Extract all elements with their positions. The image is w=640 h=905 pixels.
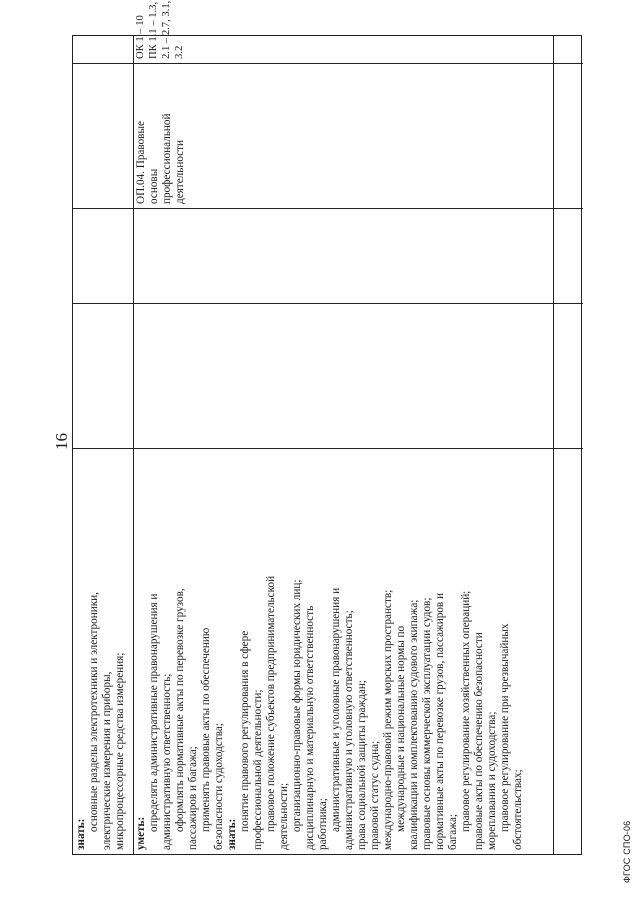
list-item: пассажиров и багажа; [187,746,199,850]
discipline-name: основы [148,168,160,204]
list-item: правовые основы коммерческой эксплуатации судов; [421,597,433,850]
row-divider [553,36,554,854]
list-item: применять правовые акты по обеспечению [200,627,212,832]
list-item: международно-правовой режим морских пространств; [382,589,394,850]
list-item: микропроцессорные средства измерения; [114,652,126,850]
discipline-name: ОП.04. Правовые [135,121,147,204]
list-item: права социальной защиты граждан; [356,680,368,850]
list-item: понятие правового регулирования в сфере [239,630,251,832]
list-item: административную ответственность; [161,673,173,850]
list-item: мореплавания и судоходства; [486,711,498,850]
competence-codes: ПК 1.1 – 1.3, [148,1,159,59]
list-item: правовое регулирование хозяйственных операций; [460,590,472,832]
competence-codes: 2.1 – 2.7, 3.1, [161,0,172,59]
list-item: безопасности судоходства; [213,723,225,850]
list-item: оформлять нормативные акты по перевозке грузов, [174,588,186,832]
able-heading: уметь: [135,816,147,850]
list-item: определять административные правонарушения и [148,593,160,832]
list-item: обстоятельствах; [512,769,524,850]
table-row [73,36,133,854]
list-item: деятельности; [278,782,290,850]
know-heading: знать: [75,818,87,850]
table-row [133,36,553,854]
list-item: профессиональной деятельности; [252,689,264,850]
discipline-name: профессиональной [161,113,173,204]
competence-codes: 3.2 [174,45,185,59]
competence-codes: ОК 1 – 10 [135,15,146,59]
footer-code: ФГОС СПО-06 [622,820,632,883]
list-item: правовой статус судна; [369,740,381,850]
standard-table [72,0,582,855]
list-item: электрические измерения и приборы, [101,671,113,850]
list-item: квалификации и комплектованию судового экипажа; [408,599,420,850]
list-item: организационно-правовые формы юридических лиц; [291,579,303,832]
page-number: 16 [52,433,71,450]
know-heading: знать: [226,818,238,850]
list-item: административные и уголовные правонарушения и [330,587,342,832]
list-item: работника; [317,798,329,850]
list-item: международные и национальные нормы по [395,625,407,832]
list-item: нормативные акты по перевозке грузов, пассажиров и [434,593,446,850]
list-item: правовые акты по обеспечению безопасности [473,632,485,850]
list-item: основные разделы электротехники и электроники, [88,592,100,832]
list-item: правовое регулирование при чрезвычайных [499,623,511,832]
list-item: дисциплинарную и материальную ответственность [304,605,316,850]
list-item: административную и уголовную ответственность; [343,610,355,850]
discipline-name: деятельности [174,139,186,204]
list-item: багажа; [447,813,459,850]
list-item: правовое положение субъектов предпринимательской [265,575,277,832]
